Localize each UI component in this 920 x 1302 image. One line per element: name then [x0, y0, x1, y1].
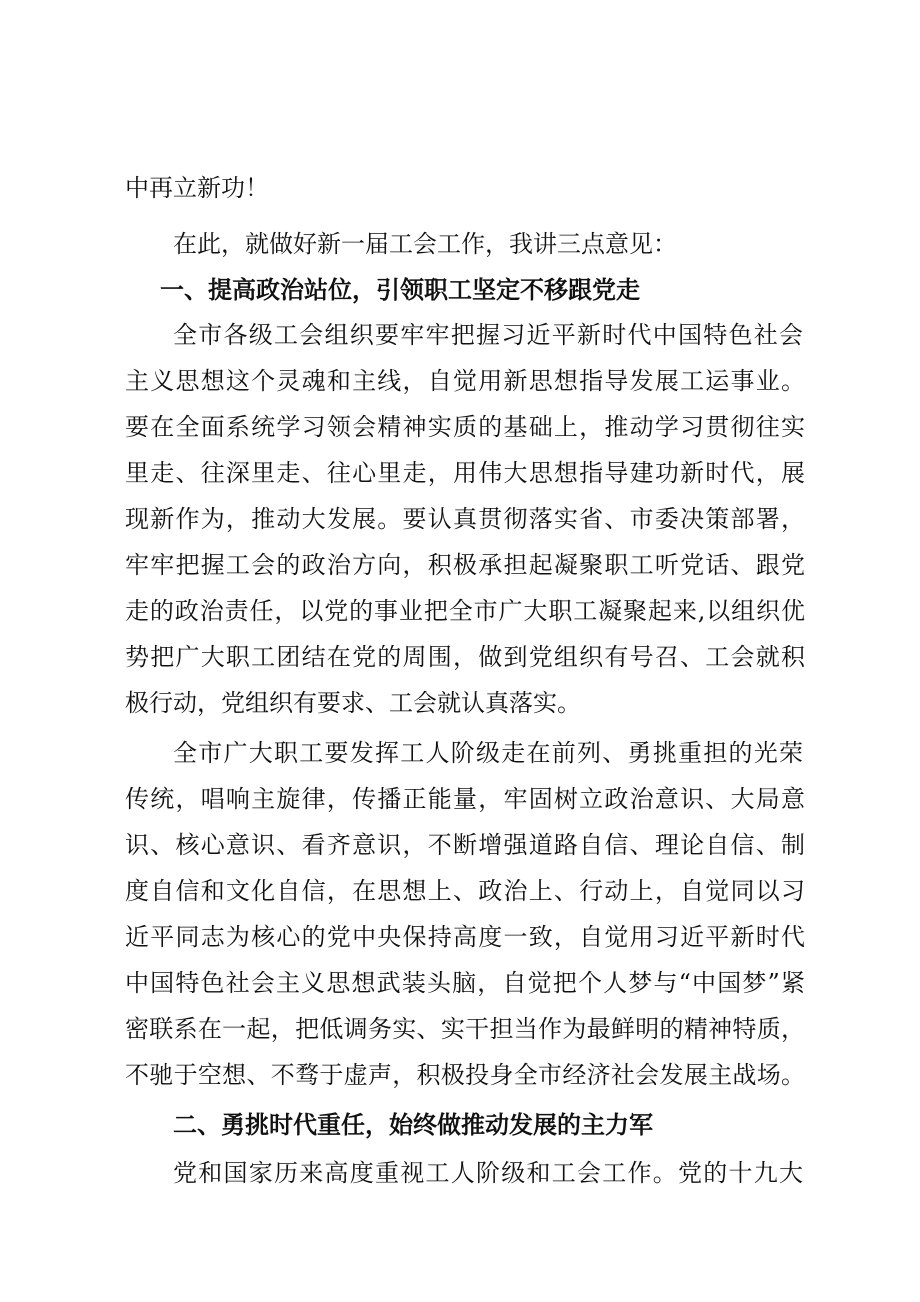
paragraph-line: 势把广大职工团结在党的周围，做到党组织有号召、工会就积	[125, 643, 805, 671]
section-heading-2: 二、勇挑时代重任，始终做推动发展的主力军	[173, 1111, 653, 1139]
text-line: 中再立新功！	[125, 174, 269, 202]
paragraph-line: 现新作为，推动大发展。要认真贯彻落实省、市委决策部署，	[125, 505, 805, 533]
paragraph-line: 主义思想这个灵魂和主线，自觉用新思想指导发展工运事业。	[125, 367, 805, 395]
paragraph-line: 不驰于空想、不骛于虚声，积极投身全市经济社会发展主战场。	[125, 1061, 805, 1089]
paragraph-line: 全市广大职工要发挥工人阶级走在前列、勇挑重担的光荣	[173, 739, 803, 767]
intro-paragraph: 在此，就做好新一届工会工作，我讲三点意见：	[173, 230, 677, 258]
paragraph-line: 极行动，党组织有要求、工会就认真落实。	[125, 689, 581, 717]
paragraph-line: 全市各级工会组织要牢牢把握习近平新时代中国特色社会	[173, 321, 803, 349]
paragraph-line: 中国特色社会主义思想武装头脑，自觉把个人梦与“中国梦”紧	[125, 969, 805, 997]
paragraph-line: 走的政治责任，以党的事业把全市广大职工凝聚起来,以组织优	[125, 597, 805, 625]
paragraph-line: 传统，唱响主旋律，传播正能量，牢固树立政治意识、大局意	[125, 785, 805, 813]
paragraph-line: 近平同志为核心的党中央保持高度一致，自觉用习近平新时代	[125, 923, 805, 951]
paragraph-line: 党和国家历来高度重视工人阶级和工会工作。党的十九大	[173, 1159, 803, 1187]
paragraph-line: 度自信和文化自信，在思想上、政治上、行动上，自觉同以习	[125, 877, 805, 905]
section-heading-1: 一、提高政治站位，引领职工坚定不移跟党走	[160, 276, 640, 304]
paragraph-line: 里走、往深里走、往心里走，用伟大思想指导建功新时代，展	[125, 459, 805, 487]
paragraph-line: 牢牢把握工会的政治方向，积极承担起凝聚职工听党话、跟党	[125, 551, 805, 579]
paragraph-line: 识、核心意识、看齐意识，不断增强道路自信、理论自信、制	[125, 831, 805, 859]
paragraph-line: 要在全面系统学习领会精神实质的基础上，推动学习贯彻往实	[125, 413, 805, 441]
paragraph-line: 密联系在一起，把低调务实、实干担当作为最鲜明的精神特质，	[125, 1015, 805, 1043]
